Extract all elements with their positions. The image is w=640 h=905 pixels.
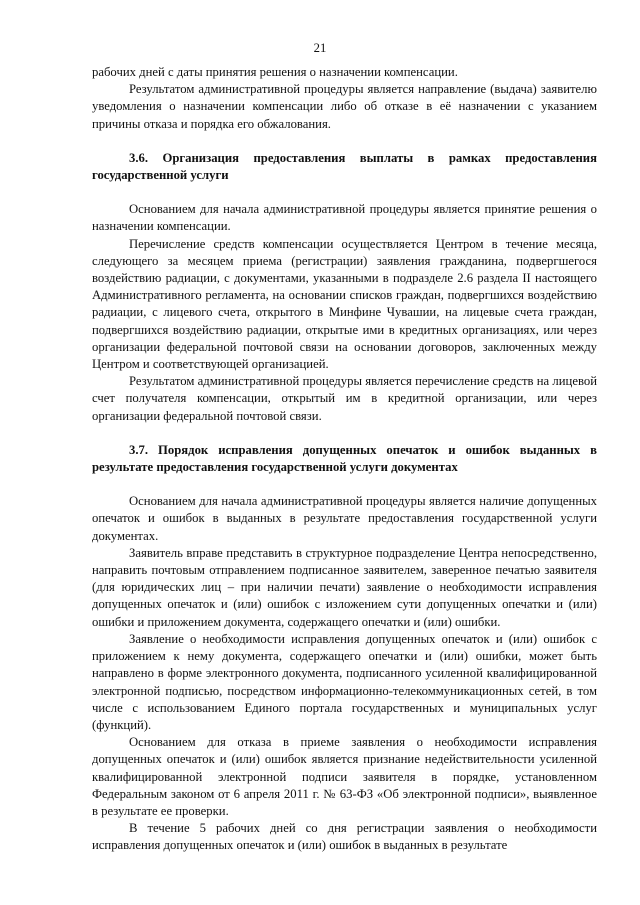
paragraph: Перечисление средств компенсации осуществляется Центром в течение месяца, следующего за месяцем приема (регистрации) заявления гражданина, подвергшегося воздействию радиации, с документами, указанными в подразделе 2.6 раздела II настоящего Административного регламента, на основании списков граждан, подвергшихся воздействию радиации, с лицевого счета, открытого в Минфине Чувашии, на лицевые счета граждан, подвергшихся воздействию радиации, открытые ими в кредитных организациях, или через организации федеральной почтовой связи на основании договоров, заключенных между Центром и соответствующей организацией. xyxy=(92,236,597,372)
paragraph: Заявление о необходимости исправления допущенных опечаток и (или) ошибок с приложением к нему документа, содержащего опечатки и (или) ошибки, может быть направлено в форме электронного документа, подписанного усиленной квалифицированной электронной подписью, посредством информационно-телекоммуникационных сетей, в том числе с использованием Единого портала государственных и муниципальных услуг (функций). xyxy=(92,631,597,732)
paragraph: Основанием для начала административной процедуры является наличие допущенных опечаток и ошибок в выданных в результате предоставления государственной услуги документах. xyxy=(92,494,597,543)
paragraph: Основанием для начала административной процедуры является принятие решения о назначении компенсации. xyxy=(92,202,597,234)
paragraph: В течение 5 рабочих дней со дня регистрации заявления о необходимости исправления допущенных опечаток и (или) ошибок в выданных в результате xyxy=(92,821,597,853)
paragraph: Результатом административной процедуры является направление (выдача) заявителю уведомления о назначении компенсации либо об отказе в её назначении с указанием причины отказа и порядка его обжалования. xyxy=(92,82,597,131)
section-spacer xyxy=(92,184,597,201)
section-heading: 3.6. Организация предоставления выплаты в рамках предоставления государственной услуги xyxy=(92,150,597,183)
section-spacer xyxy=(92,476,597,493)
paragraph: Заявитель вправе представить в структурное подразделение Центра непосредственно, направить почтовым отправлением подписанное заявителем, заверенное печатью заявителя (для юридических лиц – при наличии печати) заявление о необходимости исправления допущенных опечаток и (или) ошибок с изложением сути допущенных опечатки и (или) ошибки и приложением документа, содержащего опечатки и (или) ошибки. xyxy=(92,545,597,629)
section-spacer xyxy=(92,133,597,150)
paragraph: Основанием для отказа в приеме заявления о необходимости исправления допущенных опечаток и (или) ошибок является признание недействительности усиленной квалифицированной электронной подписи заявителя в порядке, установленном Федеральным законом от 6 апреля 2011 г. № 63-ФЗ «Об электронной подписи», выявленное в результате ее проверки. xyxy=(92,735,597,818)
section-heading: 3.7. Порядок исправления допущенных опечаток и ошибок выданных в результате предоставления государственной услуги документах xyxy=(92,442,597,475)
paragraph: рабочих дней с даты принятия решения о назначении компенсации. xyxy=(92,65,458,79)
section-spacer xyxy=(92,425,597,442)
paragraph: Результатом административной процедуры является перечисление средств на лицевой счет получателя компенсации, открытый им в кредитной организации, или через организации федеральной почтовой связи. xyxy=(92,374,597,423)
page-body xyxy=(92,64,597,855)
page-number: 21 xyxy=(313,41,327,55)
